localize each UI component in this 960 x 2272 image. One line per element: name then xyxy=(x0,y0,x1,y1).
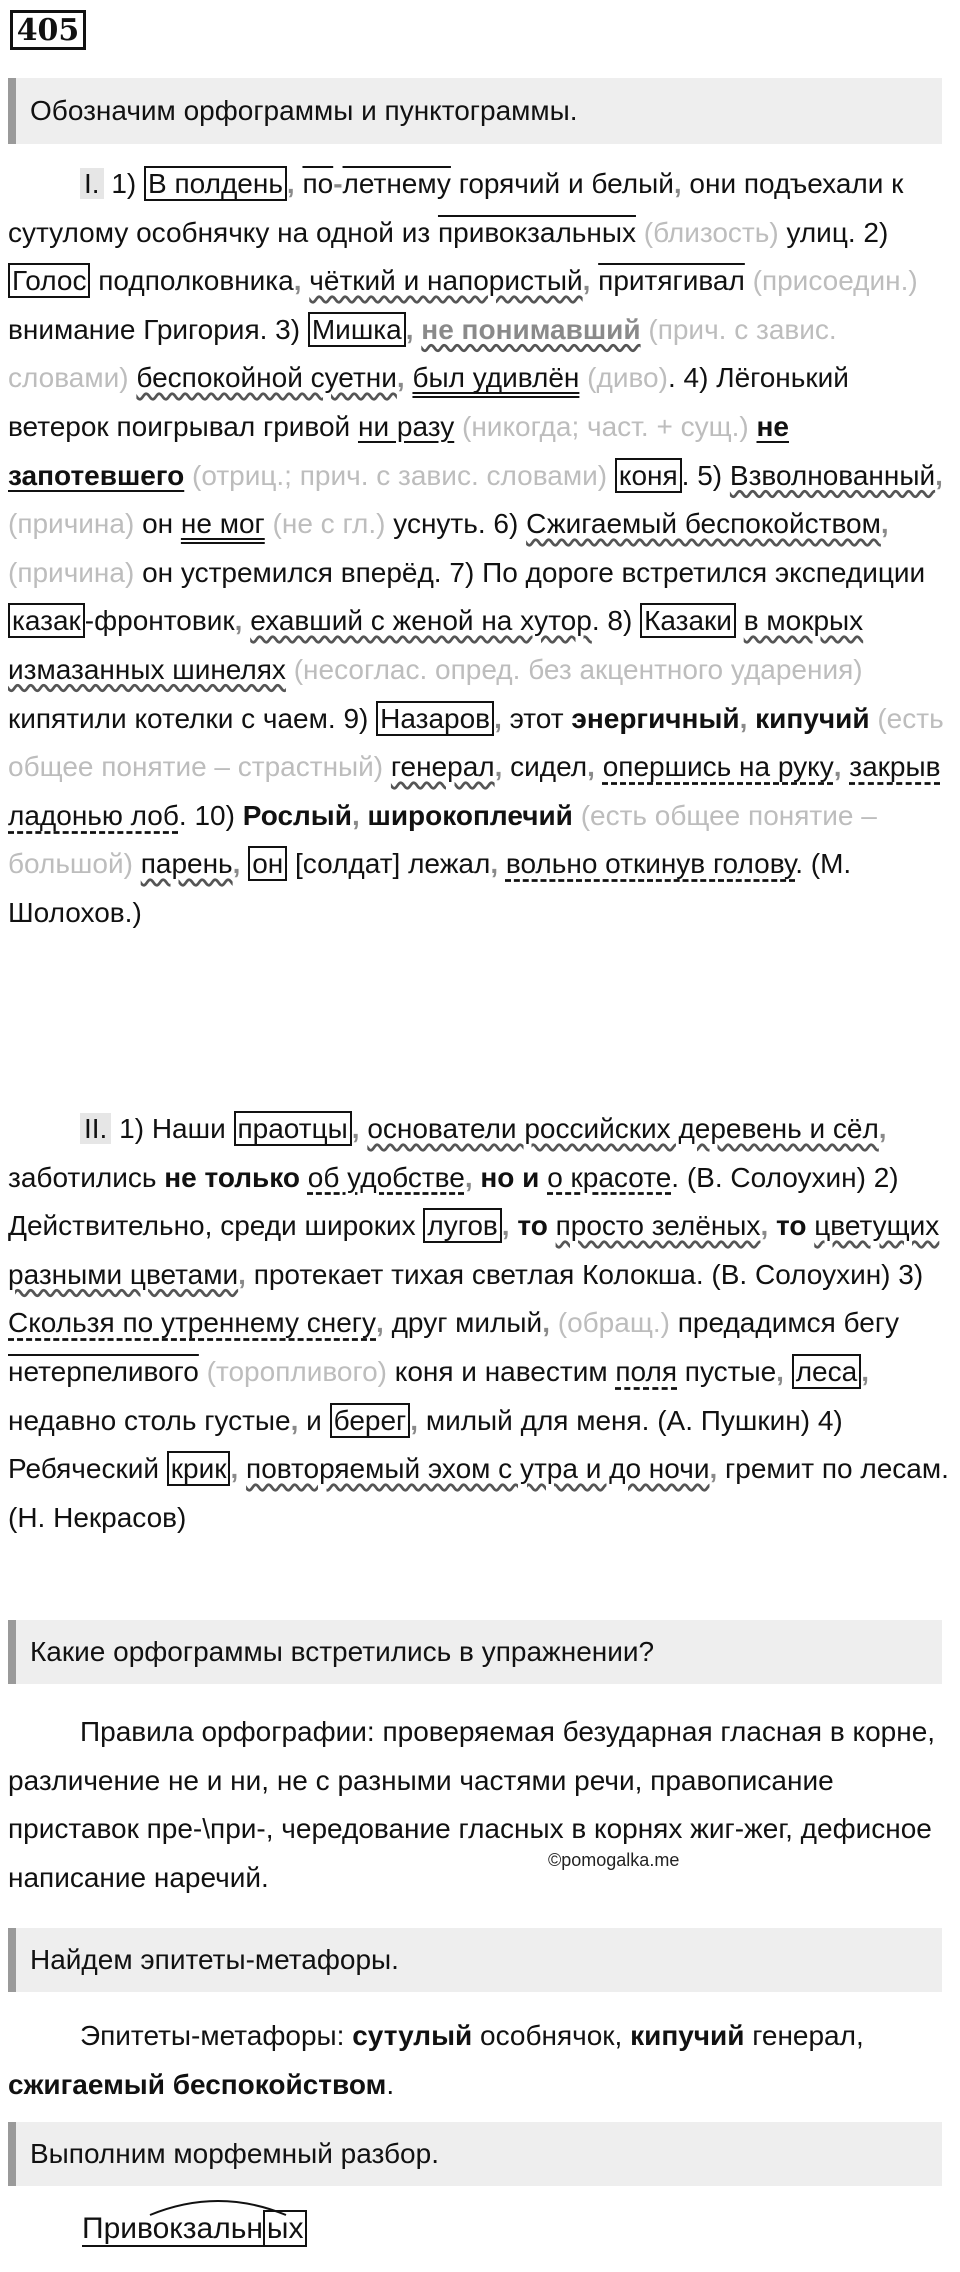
text: улиц. xyxy=(778,216,856,248)
subject-box: Назаров xyxy=(376,701,494,736)
sentence-number: 5) xyxy=(697,459,723,491)
text: подполковника xyxy=(90,265,294,297)
verb-word: притягивал xyxy=(598,265,745,297)
sentence-number: 6) xyxy=(493,508,519,540)
text: он xyxy=(134,508,181,540)
section-header-morphemic xyxy=(8,2122,942,2186)
grey-note: (торопливого) xyxy=(206,1355,387,1387)
attribute-phrase: цветущих разными цветами xyxy=(8,1210,940,1290)
section-header-orthograms xyxy=(8,1620,942,1684)
section-header-text: Выполним морфемный разбор. xyxy=(30,2138,439,2169)
comma: , xyxy=(776,1355,784,1387)
grey-note: (близость) xyxy=(643,216,779,248)
comma: , xyxy=(396,362,405,394)
text: Действительно, среди широких xyxy=(8,1210,424,1242)
sentence-number: 1) xyxy=(119,1113,145,1144)
text: Лёгонький ветерок поигрывал гривой xyxy=(8,362,849,442)
grey-note: (присоедин.) xyxy=(752,265,918,297)
object-box: леса xyxy=(792,1354,861,1389)
section-header-text: Найдем эпитеты-метафоры. xyxy=(30,1944,399,1975)
subject-box: праотцы xyxy=(234,1111,352,1146)
comma: , xyxy=(880,508,889,540)
grey-note: (причина) xyxy=(8,556,135,588)
comma: , xyxy=(587,751,595,783)
object-box: берег xyxy=(330,1403,411,1438)
text: -фронтовик xyxy=(84,605,235,637)
participle-phrase: не понимавший xyxy=(421,313,641,345)
comma: , xyxy=(935,459,943,491)
grey-note: (есть общее понятие – большой) xyxy=(8,799,877,880)
participle-phrase: Сжигаемый беспокойством xyxy=(526,508,881,540)
conjunction: то xyxy=(776,1210,807,1242)
object-word: поля xyxy=(615,1355,677,1387)
text: . (В. Солоухин) xyxy=(671,1161,866,1193)
sentence-number: 3) xyxy=(275,313,301,345)
text: горячий и белый xyxy=(450,168,674,199)
sentence-number: 1) xyxy=(111,168,137,199)
epithet: энергичный xyxy=(571,702,740,734)
epithet: сжигаемый беспокойством xyxy=(8,2068,387,2100)
comma: , xyxy=(238,1258,246,1290)
text: недавно столь густые xyxy=(8,1404,291,1436)
text: . xyxy=(178,799,187,831)
comma: , xyxy=(376,1307,384,1339)
apposition: чёткий и напористый xyxy=(309,265,583,297)
comma: , xyxy=(673,168,682,199)
comma: , xyxy=(234,605,243,637)
text: внимание Григория. xyxy=(8,313,268,345)
comma: , xyxy=(542,1307,550,1339)
comma: , xyxy=(494,702,502,734)
noun-word: генерал xyxy=(390,751,495,783)
non-agreed-attribute: в мокрых измазанных шинелях xyxy=(8,605,864,685)
orthograms-text: Правила орфографии: проверяемая безударная гласная в корне, различение не и ни, не с разными частями речи, правописание приставок пре-\при-, чередование гласных в корнях жиг-жег, дефисное написание наречий. xyxy=(8,1716,936,1893)
adverbial-phrase: Скользя по утреннему снегу xyxy=(8,1307,377,1339)
text: Наши xyxy=(151,1113,234,1144)
word-ending: ых xyxy=(263,2210,308,2247)
comma: , xyxy=(861,1355,869,1387)
subject-box: Голос xyxy=(8,263,90,298)
comma: , xyxy=(582,265,591,297)
adverbial-phrase: опершись на руку xyxy=(602,751,834,783)
sentence-number: 9) xyxy=(343,702,369,734)
morphemic-word xyxy=(82,2205,307,2253)
text: протекает тихая светлая Колокша. (В. Солоухин) xyxy=(245,1258,891,1290)
epithet: кипучий xyxy=(755,702,870,734)
participle: не запотевшего xyxy=(8,410,789,491)
comma: , xyxy=(760,1210,769,1242)
text: заботились xyxy=(8,1161,165,1193)
noun-box: лугов xyxy=(423,1208,501,1243)
sentence-number: 8) xyxy=(607,605,633,637)
text: Ребяческий xyxy=(8,1453,167,1485)
sentence-number: 4) xyxy=(683,362,709,394)
apposition: основатели российских деревень и сёл xyxy=(367,1113,879,1144)
epithet: кипучий xyxy=(630,2020,745,2051)
prefix-mark: по xyxy=(302,168,334,199)
text: [солдат] лежал xyxy=(287,848,491,880)
text: По дороге встретился экспедиции xyxy=(482,556,926,588)
sentence-number: 10) xyxy=(194,799,235,831)
conjunction: не только xyxy=(164,1161,300,1193)
text: . xyxy=(386,2068,395,2100)
comma: , xyxy=(351,1113,360,1144)
epithets-paragraph xyxy=(8,2012,952,2109)
grey-note: (прич. с завис. словами) xyxy=(8,313,837,394)
adverbial-phrase: закрыв ладонью лоб xyxy=(8,751,941,831)
text: он устремился вперёд. xyxy=(134,556,442,588)
comma: , xyxy=(405,313,414,345)
comma: , xyxy=(501,1210,510,1242)
text: . xyxy=(667,362,676,394)
conjunction: но и xyxy=(480,1161,540,1193)
subject-box: Казаки xyxy=(640,603,736,638)
attribute-phrase: просто зелёных xyxy=(555,1210,761,1242)
text: коня и навестим xyxy=(386,1355,616,1387)
epithets-label: Эпитеты-метафоры: xyxy=(80,2020,353,2051)
section-header-text: Какие орфограммы встретились в упражнении? xyxy=(30,1636,655,1667)
text: милый для меня. (А. Пушкин) xyxy=(418,1404,811,1436)
grey-note: (несоглас. опред. без акцентного ударения) xyxy=(293,653,863,685)
text: кипятили котелки с чаем. xyxy=(8,702,336,734)
text: и xyxy=(298,1404,330,1436)
participle-phrase: ехавший с женой на хутор xyxy=(250,605,592,637)
object-phrase: о красоте xyxy=(547,1161,672,1193)
orthogram-word: привокзальных xyxy=(437,216,636,248)
text: сидел xyxy=(502,751,588,783)
sentence-number: 4) xyxy=(817,1404,843,1436)
section-header-epithets xyxy=(8,1928,942,1992)
comma: , xyxy=(410,1404,419,1436)
predicate: был удивлён xyxy=(412,362,580,394)
dash: - xyxy=(333,168,343,199)
sentence-number: 2) xyxy=(863,216,889,248)
grey-note: (не с гл.) xyxy=(272,508,386,540)
noun-word: парень xyxy=(140,848,233,880)
section-header-text: Обозначим орфограммы и пунктограммы. xyxy=(30,95,578,126)
participle-phrase: повторяемый эхом с утра и до ночи xyxy=(246,1453,710,1485)
dependent-words: беспокойной суетни xyxy=(136,362,397,394)
comma: , xyxy=(232,848,241,880)
text: . xyxy=(591,605,600,637)
comma: , xyxy=(490,848,499,880)
subject-box: Мишка xyxy=(308,312,406,347)
adverbial-phrase: вольно откинув голову xyxy=(505,848,796,880)
predicate: не мог xyxy=(180,508,265,540)
text: этот xyxy=(509,702,572,734)
grey-note: (отриц.; прич. с завис. словами) xyxy=(192,459,608,491)
roman-two: II. xyxy=(80,1113,111,1144)
text: . xyxy=(681,459,690,491)
sentence-number: 3) xyxy=(898,1258,924,1290)
text: уснуть. xyxy=(385,508,486,540)
text: генерал, xyxy=(744,2020,864,2051)
text: они подъехали к сутулому особнячку на одной из xyxy=(8,168,904,248)
orthograms-paragraph xyxy=(8,1708,952,1902)
comma: , xyxy=(833,751,842,783)
comma: , xyxy=(878,1113,887,1144)
part1-paragraph xyxy=(8,160,952,938)
subject-box: В полдень xyxy=(144,166,287,201)
comma: , xyxy=(351,799,360,831)
epithet: широкоплечий xyxy=(367,799,573,831)
comma: , xyxy=(709,1453,718,1485)
comma: , xyxy=(464,1161,473,1193)
text: гремит по лесам. (Н. Некрасов) xyxy=(8,1453,949,1533)
subject-box: казак xyxy=(8,603,85,638)
comma: , xyxy=(739,702,748,734)
object-box: коня xyxy=(615,458,682,493)
exercise-number: 405 xyxy=(10,10,86,50)
comma: , xyxy=(293,265,302,297)
participle-isolated: Взволнованный xyxy=(729,459,936,491)
grey-note: (никогда; част. + сущ.) xyxy=(462,410,749,442)
word-stem: Привокзальн xyxy=(82,2212,263,2245)
grey-note: (есть общее понятие – страстный) xyxy=(8,702,944,783)
comma: , xyxy=(494,751,503,783)
conjunction: то xyxy=(517,1210,548,1242)
sentence-number: 7) xyxy=(449,556,475,588)
comma: , xyxy=(290,1404,299,1436)
text: пустые xyxy=(677,1355,777,1387)
grey-note: (диво) xyxy=(587,362,668,394)
section-header-punctuation xyxy=(8,78,942,144)
text: предадимся бегу xyxy=(669,1307,900,1339)
watermark: ©pomogalka.me xyxy=(548,1850,680,1870)
object-phrase: об удобстве xyxy=(307,1161,465,1193)
grey-note: (причина) xyxy=(8,508,135,540)
subject-box: крик xyxy=(167,1451,231,1486)
adverb-word: летнему xyxy=(342,168,451,199)
address: друг милый xyxy=(391,1307,543,1339)
comma: , xyxy=(230,1453,239,1485)
epithet: сутулый xyxy=(352,2020,473,2051)
text: . (М. Шолохов.) xyxy=(8,848,852,928)
epithet: Рослый xyxy=(242,799,352,831)
sentence-number: 2) xyxy=(873,1161,899,1193)
grey-note: (обращ.) xyxy=(557,1307,670,1339)
orthogram-word: нетерпеливого xyxy=(8,1355,199,1387)
subject-box: он xyxy=(248,846,287,881)
comma: , xyxy=(286,168,295,199)
text: особнячок, xyxy=(472,2020,631,2051)
particle-phrase: ни разу xyxy=(357,410,455,442)
roman-one: I. xyxy=(80,168,104,199)
part2-paragraph xyxy=(8,1105,952,1542)
